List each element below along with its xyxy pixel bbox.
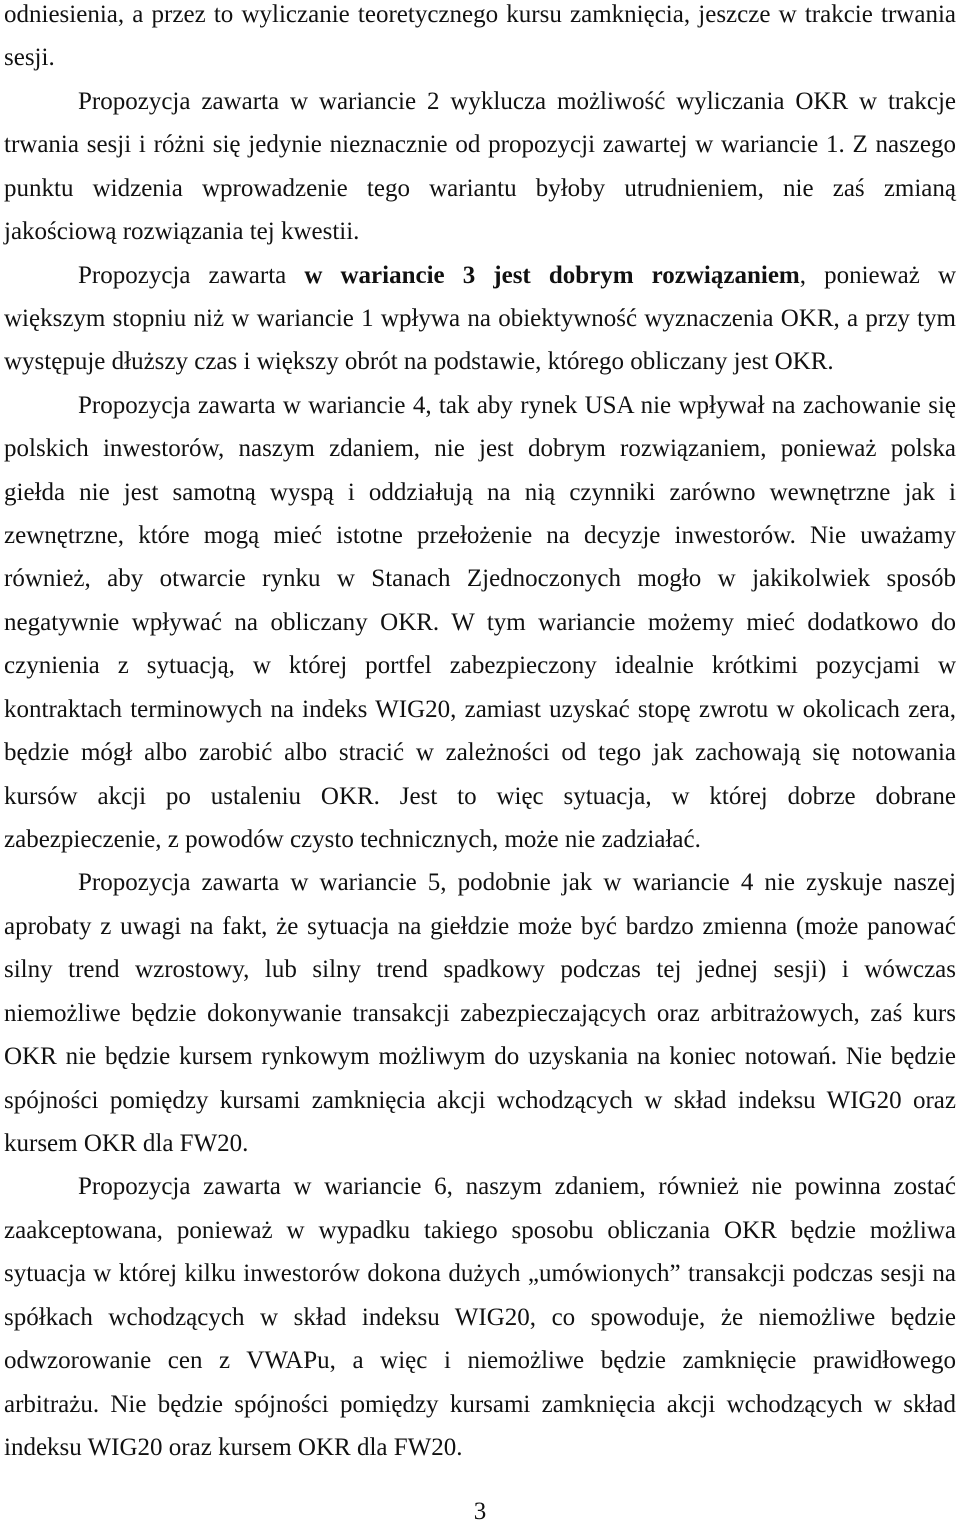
text-line: trwania sesji i różni się jedynie nieznacznie od propozycji zawartej w wariancie 1. Z naszego	[4, 131, 956, 159]
text-line: większym stopniu niż w wariancie 1 wpływa na obiektywność wyznaczenia OKR, a przy tym	[4, 304, 956, 332]
text-line: Propozycja zawarta w wariancie 5, podobnie jak w wariancie 4 nie zyskuje naszej	[78, 869, 956, 897]
text-line: arbitrażu. Nie będzie spójności pomiędzy kursami zamknięcia akcji wchodzących w skład	[4, 1390, 956, 1418]
text-line: występuje dłuższy czas i większy obrót na podstawie, którego obliczany jest OKR.	[4, 348, 834, 376]
paragraph	[4, 254, 956, 384]
text-segment: , ponieważ w	[799, 261, 956, 289]
text-line: aprobaty z uwagi na fakt, że sytuacja na giełdzie może być bardzo zmienna (może panować	[4, 912, 956, 940]
text-line: silny trend wzrostowy, lub silny trend spadkowy podczas tej jednej sesji) i wówczas	[4, 956, 956, 984]
text-line: zabezpieczenie, z powodów czysto technicznych, może nie zadziałać.	[4, 826, 701, 854]
text-line: punktu widzenia wprowadzenie tego wariantu byłoby utrudnieniem, nie zaś zmianą	[4, 174, 956, 202]
text-line: negatywnie wpływać na obliczany OKR. W tym wariancie możemy mieć dodatkowo do	[4, 608, 956, 636]
text-line: odwzorowanie cen z VWAPu, a więc i niemożliwe będzie zamknięcie prawidłowego	[4, 1347, 956, 1375]
text-line: sytuacja w której kilku inwestorów dokona dużych „umówionych” transakcji podczas sesji na	[4, 1260, 956, 1288]
text-line: indeksu WIG20 oraz kursem OKR dla FW20.	[4, 1433, 463, 1461]
text-line: spójności pomiędzy kursami zamknięcia akcji wchodzących w skład indeksu WIG20 oraz	[4, 1086, 956, 1114]
text-line: niemożliwe będzie dokonywanie transakcji zabezpieczających oraz arbitrażowych, zaś kurs	[4, 999, 956, 1027]
text-line: giełda nie jest samotną wyspą i oddziałują na nią czynniki zarówno wewnętrzne jak i	[4, 478, 956, 506]
paragraph	[4, 384, 956, 862]
text-line: odniesienia, a przez to wyliczanie teoretycznego kursu zamknięcia, jeszcze w trakcie trwania	[4, 1, 956, 28]
text-line: kursów akcji po ustaleniu OKR. Jest to więc sytuacja, w której dobrze dobrane	[4, 782, 956, 810]
text-line: spółkach wchodzących w skład indeksu WIG20, co spowoduje, że niemożliwe będzie	[4, 1303, 956, 1331]
text-line: zewnętrzne, które mogą mieć istotne przełożenie na decyzje inwestorów. Nie uważamy	[4, 522, 956, 550]
paragraph	[4, 0, 956, 80]
text-segment: Propozycja zawarta	[78, 261, 305, 289]
text-line: Propozycja zawarta w wariancie 4, tak aby rynek USA nie wpływał na zachowanie się	[78, 391, 956, 419]
paragraph	[4, 1165, 956, 1469]
text-line: kontraktach terminowych na indeks WIG20, zamiast uzyskać stopę zwrotu w okolicach zera,	[4, 695, 956, 723]
text-line: będzie mógł albo zarobić albo stracić w zależności od tego jak zachowają się notowania	[4, 739, 956, 767]
paragraph	[4, 80, 956, 254]
text-line: jakościową rozwiązania tej kwestii.	[4, 218, 360, 246]
text-line: Propozycja zawarta w wariancie 2 wyklucza możliwość wyliczania OKR w trakcje	[78, 87, 956, 115]
text-line: kursem OKR dla FW20.	[4, 1129, 249, 1157]
document-body	[4, 0, 956, 1469]
bold-text: w wariancie 3 jest dobrym rozwiązaniem	[304, 261, 800, 289]
text-line: Propozycja zawarta w wariancie 6, naszym zdaniem, również nie powinna zostać	[78, 1173, 956, 1201]
text-line: sesji.	[4, 44, 55, 72]
text-line: zaakceptowana, ponieważ w wypadku takiego sposobu obliczania OKR będzie możliwa	[4, 1216, 956, 1244]
text-line: polskich inwestorów, naszym zdaniem, nie jest dobrym rozwiązaniem, ponieważ polska	[4, 435, 956, 463]
text-line: OKR nie będzie kursem rynkowym możliwym do uzyskania na koniec notowań. Nie będzie	[4, 1043, 956, 1071]
page-number: 3	[473, 1498, 487, 1525]
text-line	[4, 254, 956, 297]
paragraph	[4, 861, 956, 1165]
text-line: czynienia z sytuacją, w której portfel zabezpieczony idealnie krótkimi pozycjami w	[4, 652, 956, 680]
text-line: również, aby otwarcie rynku w Stanach Zjednoczonych mogło w jakikolwiek sposób	[4, 565, 956, 593]
